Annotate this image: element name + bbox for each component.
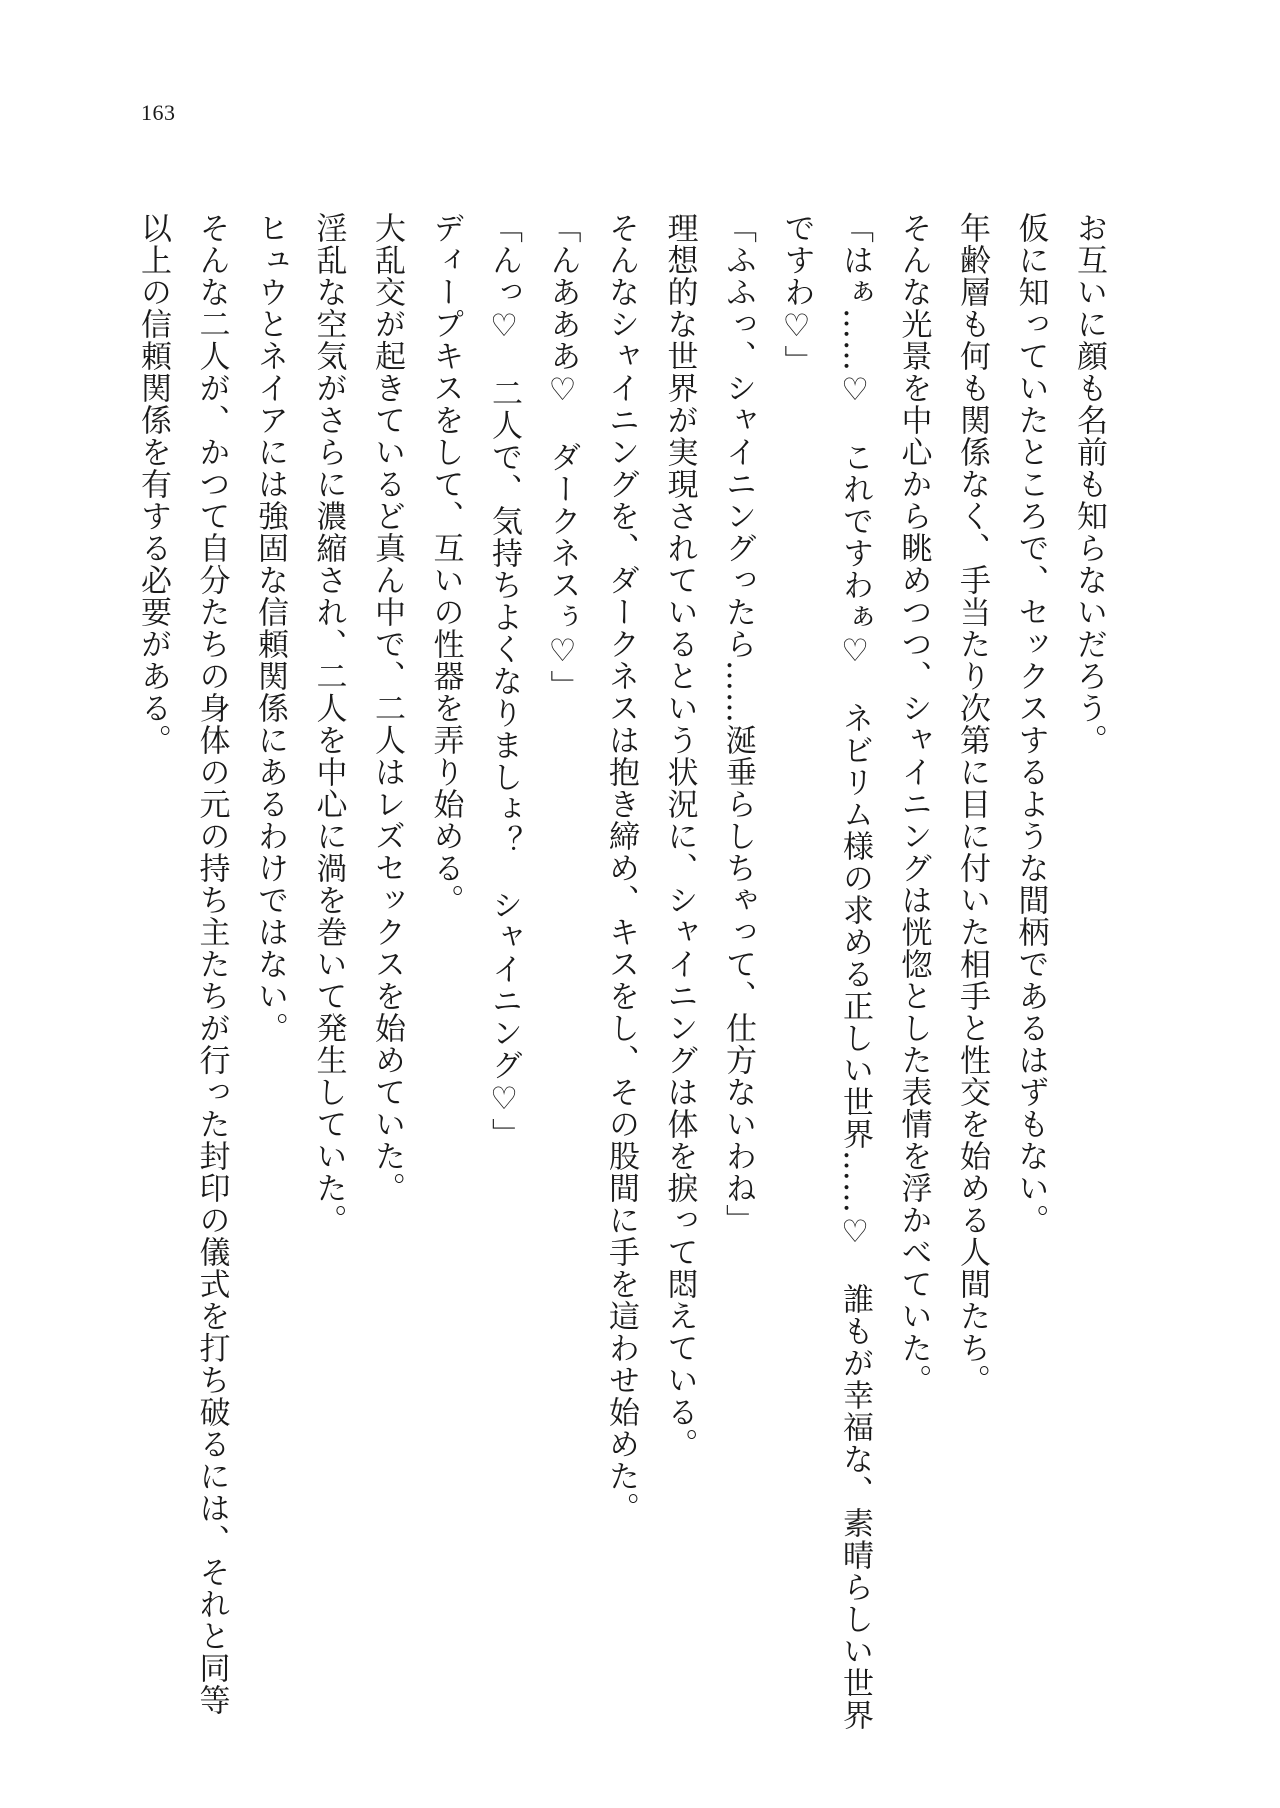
paragraph-line: 淫乱な空気がさらに濃縮され、二人を中心に渦を巻いて発生していた。 — [310, 212, 347, 1236]
paragraph-line: ディープキスをして、互いの性器を弄り始める。 — [427, 212, 464, 916]
paragraph-line: ヒュウとネイアには強固な信頼関係にあるわけではない。 — [252, 212, 288, 1044]
vertical-text-body — [124, 212, 1119, 1732]
paragraph-line: 「ふふっ、シャイニングったら……涎垂らしちゃって、仕方ないわね」 — [720, 212, 756, 1236]
paragraph-line: 大乱交が起きているど真ん中で、二人はレズセックスを始めていた。 — [369, 212, 405, 1204]
paragraph-line: 年齢層も何も関係なく、手当たり次第に目に付いた相手と性交を始める人間たち。 — [954, 212, 990, 1396]
paragraph-line: お互いに顔も名前も知らないだろう。 — [1071, 212, 1107, 756]
paragraph-line: 「んあああ♡ ダークネスぅ♡」 — [544, 212, 581, 702]
paragraph-line: そんな光景を中心から眺めつつ、シャイニングは恍惚とした表情を浮かべていた。 — [895, 212, 932, 1396]
paragraph-line: 仮に知っていたところで、セックスするような間柄であるはずもない。 — [1012, 212, 1049, 1236]
paragraph-line: そんな二人が、かつて自分たちの身体の元の持ち主たちが行った封印の儀式を打ち破るには、それと同等以上の信頼関係を有する必要がある。 — [135, 212, 230, 1716]
page-number: 163 — [141, 100, 176, 125]
paragraph-line: 「はぁ……♡ これですわぁ♡ ネビリム様の求める正しい世界……♡ 誰もが幸福な、素晴らしい世界ですわ♡」 — [778, 212, 873, 1731]
paragraph-line: そんなシャイニングを、ダークネスは抱き締め、キスをし、その股間に手を這わせ始めた。 — [603, 212, 639, 1524]
paragraph-line: 理想的な世界が実現されているという状況に、シャイニングは体を捩って悶えている。 — [661, 212, 698, 1460]
paragraph-line: 「んっ♡ 二人で、気持ちよくなりましょ？ シャイニング♡」 — [486, 212, 522, 1150]
